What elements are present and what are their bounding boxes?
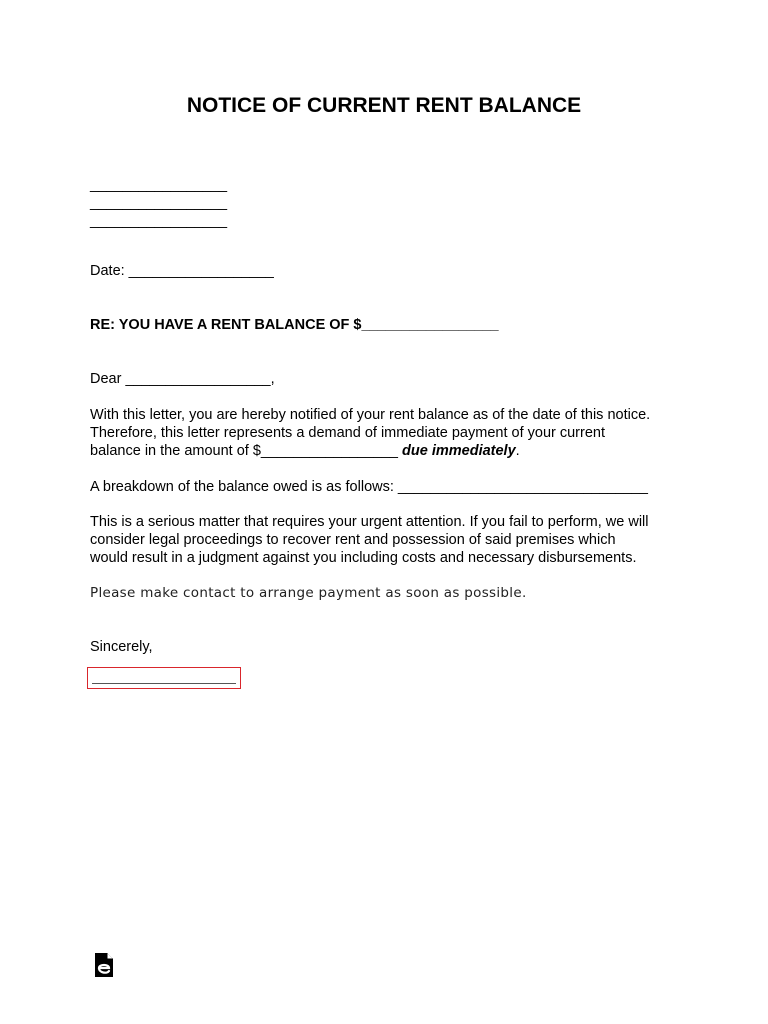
- due-immediately-text: due immediately: [402, 443, 516, 459]
- contact-line: Please make contact to arrange payment as soon as possible.: [90, 585, 527, 601]
- warning-paragraph-line-3: would result in a judgment against you including costs and necessary disbursements.: [90, 550, 637, 566]
- signature-underline: [92, 683, 236, 684]
- warning-paragraph-line-2: consider legal proceedings to recover rent and possession of said premises which: [90, 532, 616, 548]
- warning-paragraph: [90, 513, 690, 567]
- notice-paragraph-line-3: [90, 442, 690, 460]
- notice-paragraph-line-1: With this letter, you are hereby notified of your rent balance as of the date of this notice.: [90, 407, 651, 423]
- signature-field[interactable]: [87, 667, 241, 689]
- notice-paragraph: [90, 406, 690, 460]
- date-line: Date: __________________: [90, 263, 274, 279]
- breakdown-line: A breakdown of the balance owed is as follows: _______________________________: [90, 479, 648, 495]
- amount-text: balance in the amount of $_________________: [90, 443, 403, 459]
- warning-paragraph-line-1: This is a serious matter that requires your urgent attention. If you fail to perform, we will: [90, 514, 649, 530]
- re-line: RE: YOU HAVE A RENT BALANCE OF $_________________: [90, 317, 499, 333]
- document-title: NOTICE OF CURRENT RENT BALANCE: [186, 94, 582, 117]
- notice-paragraph-line-2: Therefore, this letter represents a demand of immediate payment of your current: [90, 425, 605, 441]
- salutation: Dear __________________,: [90, 371, 275, 387]
- address-line-3: _________________: [90, 213, 228, 229]
- address-line-1: _________________: [90, 177, 228, 193]
- address-line-2: _________________: [90, 195, 228, 211]
- eforms-logo-icon: [94, 952, 114, 978]
- closing: Sincerely,: [90, 639, 153, 655]
- period-text: .: [515, 443, 520, 459]
